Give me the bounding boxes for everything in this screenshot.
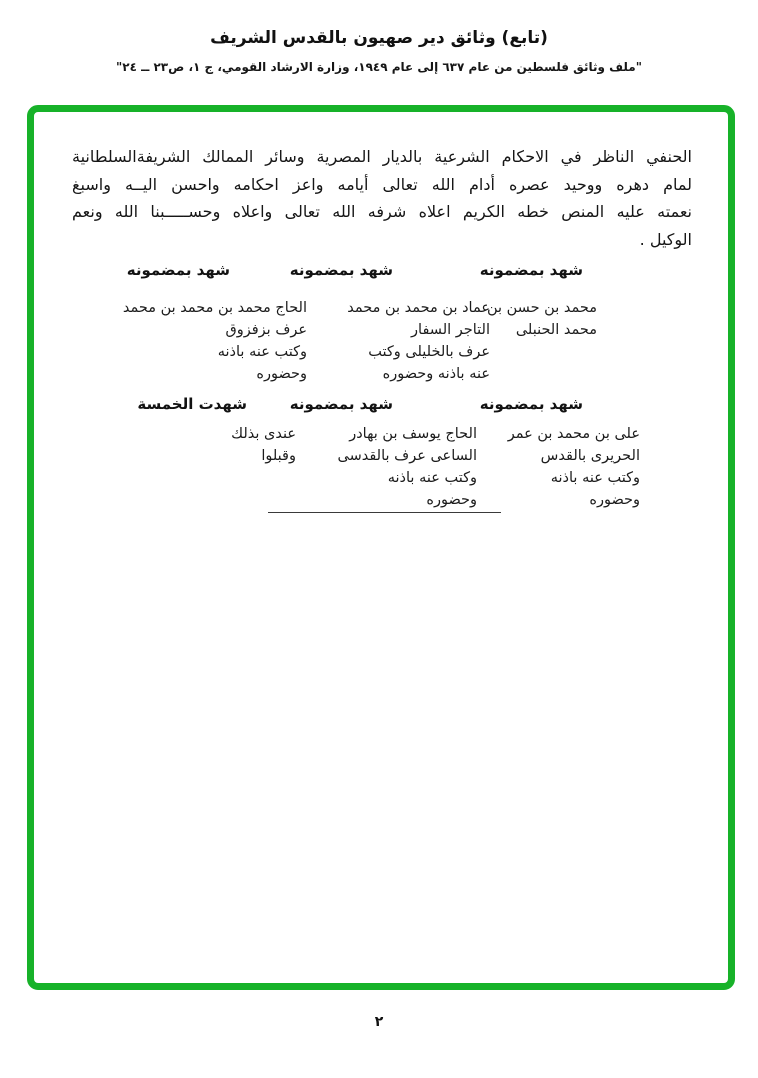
witness-line: الحاج يوسف بن بهادر xyxy=(349,426,477,442)
witness-line: محمد الحنبلى xyxy=(515,322,597,338)
paragraph-line: نعمته عليه المنص خطه الكريم اعلاه شرفه الله تعالى واعلاه وحســـــبنا الله ونعم xyxy=(72,202,692,221)
witness-entry-row2-col2 xyxy=(338,423,478,511)
witness-header-row1-col2: شهد بمضمونه xyxy=(289,261,393,279)
witness-line: على بن محمد بن عمر xyxy=(507,426,640,442)
witness-line: عندى بذلك xyxy=(231,426,296,442)
witness-line: الحاج محمد بن محمد بن محمد xyxy=(122,300,307,316)
witness-entry-row1-col1 xyxy=(487,297,597,341)
witness-header-row1-col1: شهد بمضمونه xyxy=(479,261,583,279)
witness-line: عرف بزفزوق xyxy=(225,322,307,338)
witness-line: وكتب عنه باذنه xyxy=(550,470,640,486)
witness-line: عنه باذنه وحضوره xyxy=(382,366,490,382)
witness-header-row1-col3: شهد بمضمونه xyxy=(126,261,230,279)
scan-paragraph xyxy=(72,143,692,253)
witness-line: الساعى عرف بالقدسى xyxy=(337,448,477,464)
witness-line: وحضوره xyxy=(426,492,477,508)
witness-line: وكتب عنه باذنه xyxy=(387,470,477,486)
witness-header-row2-col2: شهد بمضمونه xyxy=(289,395,393,413)
page-number: ٢ xyxy=(374,1014,384,1030)
paragraph-line: الحنفي الناظر في الاحكام الشرعية بالديار المصرية وسائر الممالك الشريفةالسلطانية xyxy=(72,147,692,166)
witness-entry-row2-col3 xyxy=(231,423,296,467)
witness-line: وحضوره xyxy=(589,492,640,508)
page-title: (تابع) وثائق دير صهيون بالقدس الشريف xyxy=(210,28,548,48)
source-citation: "ملف وثائق فلسطين من عام ٦٣٧ إلى عام ١٩٤٩، وزارة الارشاد القومي، ج ١، ص٢٣ ــ ٢٤" xyxy=(116,60,642,74)
paragraph-line: الوكيل . xyxy=(639,229,692,249)
witness-entry-row1-col2 xyxy=(347,297,490,385)
witness-line: عماد بن محمد بن محمد xyxy=(347,300,490,316)
witness-header-row2-col1: شهد بمضمونه xyxy=(479,395,583,413)
signature-divider-line xyxy=(268,512,501,513)
witness-line: التاجر السفار xyxy=(411,322,490,338)
witness-header-row2-col3: شهدت الخمسة xyxy=(137,395,247,413)
witness-line: الحريرى بالقدس xyxy=(540,448,640,464)
witness-line: عرف بالخليلى وكتب xyxy=(368,344,490,360)
witness-line: وكتب عنه باذنه xyxy=(217,344,307,360)
witness-line: وقبلوا xyxy=(261,448,296,464)
witness-entry-row1-col3 xyxy=(123,297,307,385)
witness-entry-row2-col1 xyxy=(508,423,640,511)
witness-line: وحضوره xyxy=(256,366,307,382)
paragraph-line: لمام دهره ووحيد عصره أدام الله تعالى أيامه واعز احكامه واحسن اليــه واسبغ xyxy=(72,174,692,194)
witness-line: محمد بن حسن بن xyxy=(486,300,597,316)
